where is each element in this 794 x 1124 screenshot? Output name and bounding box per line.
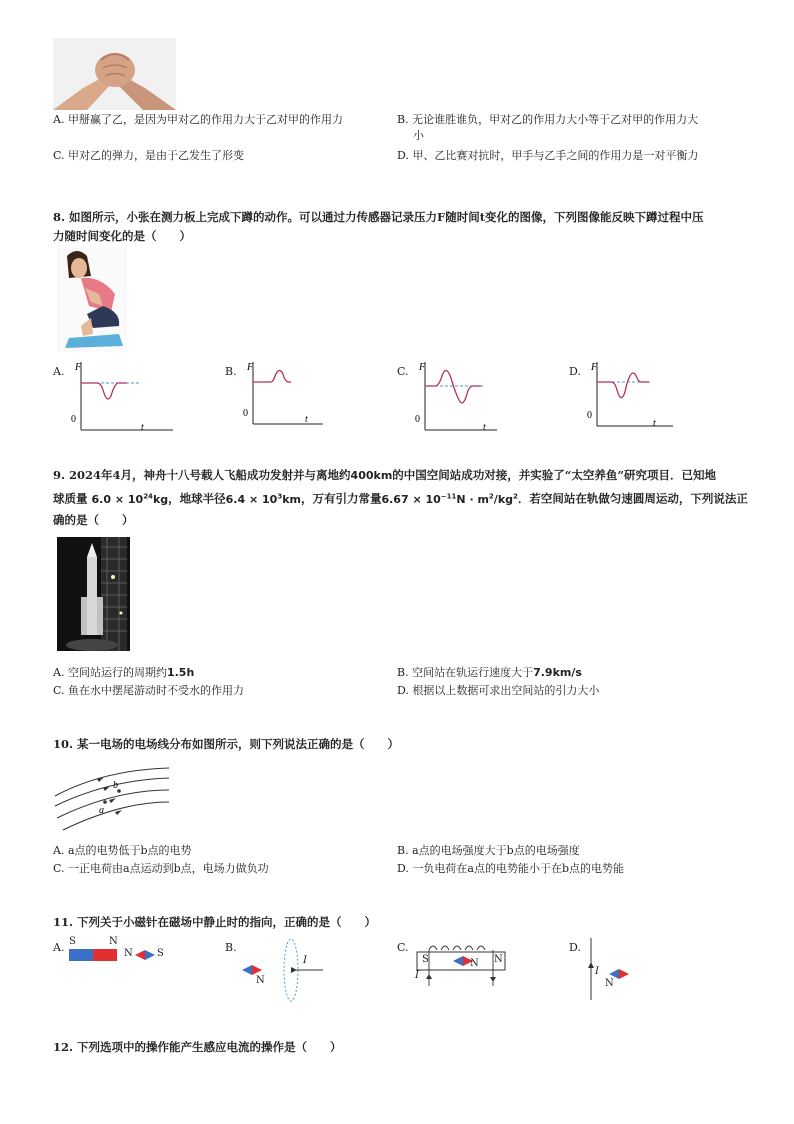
q8-graph-a[interactable] <box>53 358 173 438</box>
option-letter: A. <box>53 113 65 126</box>
q7-option-b[interactable] <box>397 112 742 144</box>
compass-needle <box>135 950 155 960</box>
option-text: 鱼在水中摆尾游动时不受水的作用力 <box>68 684 245 697</box>
option-text: 甲、乙比赛对抗时，甲手与乙手之间的作用力是一对平衡力 <box>412 149 699 162</box>
q11-option-a[interactable] <box>53 938 183 968</box>
question-text: 下列选项中的操作能产生感应电流的操作是（ ） <box>77 1040 342 1054</box>
altitude-value: 400km <box>350 469 393 482</box>
point-b-label: b <box>113 780 118 791</box>
question-text-cont: 的中国空间站成功对接，并实验了“太空养鱼”研究项目．已知地 <box>392 468 717 482</box>
option-letter: D. <box>569 365 581 378</box>
current-label: I <box>303 955 307 966</box>
option-letter: B. <box>397 844 409 857</box>
earth-radius-exp: 3 <box>277 492 283 500</box>
q9-stem <box>53 465 753 530</box>
electric-field-diagram <box>53 762 173 834</box>
q7-option-a[interactable] <box>53 112 343 128</box>
question-text: 2024年4月，神舟十八号载人飞船成功发射并与离地约 <box>69 468 351 482</box>
q8-graph-d[interactable] <box>569 358 689 438</box>
option-text: 甲掰赢了乙，是因为甲对乙的作用力大于乙对甲的作用力 <box>67 113 343 126</box>
option-letter: B. <box>225 941 237 954</box>
q8-graph-c[interactable] <box>397 358 517 438</box>
q10-option-c[interactable] <box>53 861 269 877</box>
squatting-person-image <box>57 248 127 352</box>
q11-option-c[interactable] <box>397 938 517 988</box>
current-label: I <box>415 970 419 981</box>
question-text: 某一电场的电场线分布如图所示，则下列说法正确的是（ ） <box>77 737 400 751</box>
option-text: a点的电势低于b点的电势 <box>67 844 192 857</box>
question-text-line3: 确的是（ ） <box>53 512 134 527</box>
option-text-continued: 小 <box>413 129 424 142</box>
option-letter: C. <box>397 365 409 378</box>
option-letter: D. <box>397 149 409 162</box>
q10-option-b[interactable] <box>397 843 580 859</box>
axis-f-label: F <box>75 362 82 373</box>
option-letter: B. <box>397 666 409 679</box>
option-letter: C. <box>53 862 65 875</box>
bar-magnet-n-pole <box>93 949 117 961</box>
grav-constant-exp: −11 <box>440 492 457 500</box>
current-label: I <box>595 966 599 977</box>
q9-option-a[interactable] <box>53 665 194 681</box>
option-text: 无论谁胜谁负，甲对乙的作用力大小等于乙对甲的作用力大 <box>412 113 699 126</box>
option-letter: B. <box>397 113 409 126</box>
q10-option-d[interactable] <box>397 861 624 877</box>
earth-radius: 6.4 × 10 <box>225 492 278 506</box>
option-text: 甲对乙的弹力，是由于乙发生了形变 <box>68 149 245 162</box>
origin-label: 0 <box>71 414 76 425</box>
point-a-label: a <box>99 805 104 816</box>
bar-magnet <box>69 949 117 961</box>
question-text-line2b: ，地球半径 <box>168 491 226 506</box>
q7-option-d[interactable] <box>397 148 698 164</box>
q10-stem <box>53 735 399 754</box>
origin-label: 0 <box>415 414 420 425</box>
axis-t-label: t <box>653 418 656 429</box>
option-text: 一负电荷在a点的电势能小于在b点的电势能 <box>412 862 625 875</box>
q9-option-d[interactable] <box>397 683 599 699</box>
needle-s-label: S <box>157 948 164 959</box>
axis-t-label: t <box>483 422 486 433</box>
q11-option-d[interactable] <box>569 938 649 1004</box>
earth-mass-exp: 24 <box>143 492 153 500</box>
axis-t-label: t <box>305 414 308 425</box>
question-number: 9. <box>53 468 66 482</box>
option-letter: D. <box>569 941 581 954</box>
option-letter: A. <box>53 365 65 378</box>
grav-unit: N · m <box>456 492 489 506</box>
option-letter: C. <box>53 684 65 697</box>
option-text: 空间站运行的周期约 <box>67 666 167 679</box>
option-letter: A. <box>53 844 65 857</box>
option-value: 1.5h <box>166 666 195 679</box>
option-text: 一正电荷由a点运动到b点，电场力做负功 <box>68 862 269 875</box>
magnet-n-label: N <box>109 936 118 947</box>
option-letter: D. <box>397 862 409 875</box>
question-text-line2: 球质量 <box>53 491 88 506</box>
needle-n-label: N <box>124 948 133 959</box>
needle-n-label: N <box>470 958 479 969</box>
bar-magnet-s-pole <box>69 949 93 961</box>
option-letter: C. <box>53 149 65 162</box>
axis-t-label: t <box>141 422 144 433</box>
solenoid-n-label: N <box>494 954 503 965</box>
option-letter: A. <box>53 666 65 679</box>
axis-f-label: F <box>591 362 598 373</box>
q8-graph-b[interactable] <box>225 358 345 438</box>
earth-mass-unit: kg <box>152 492 169 506</box>
earth-mass: 6.0 × 10 <box>91 492 144 506</box>
option-value: 7.9km/s <box>533 666 582 679</box>
q9-option-c[interactable] <box>53 683 244 699</box>
solenoid-s-label: S <box>422 954 429 965</box>
grav-unit-exp: 2 <box>488 492 494 500</box>
q9-option-b[interactable] <box>397 665 582 681</box>
needle-n-label: N <box>256 975 265 986</box>
origin-label: 0 <box>243 408 248 419</box>
arm-wrestling-image <box>53 38 176 110</box>
grav-constant: 6.67 × 10 <box>381 492 441 506</box>
axis-f-label: F <box>247 362 254 373</box>
needle-n-label: N <box>605 978 614 989</box>
q11-stem <box>53 913 376 932</box>
question-text-line2c: ，万有引力常量 <box>300 491 382 506</box>
question-number: 8. <box>53 210 66 224</box>
grav-unit2-exp: 2 <box>513 492 518 500</box>
option-letter: C. <box>397 941 409 954</box>
option-letter: B. <box>225 365 237 378</box>
question-number: 10. <box>53 737 74 751</box>
q8-stem <box>53 208 753 246</box>
question-text: 下列关于小磁针在磁场中静止时的指向，正确的是（ ） <box>77 915 377 929</box>
axis-f-label: F <box>419 362 426 373</box>
option-letter: D. <box>397 684 409 697</box>
option-text: 根据以上数据可求出空间站的引力大小 <box>412 684 600 697</box>
q12-stem <box>53 1038 342 1057</box>
q10-option-a[interactable] <box>53 843 192 859</box>
question-text: 如图所示，小张在测力板上完成下蹲的动作。可以通过力传感器记录压力F随时间t变化的图像，下列图像能反映下蹲过程中压 <box>69 210 704 224</box>
q7-option-c[interactable] <box>53 148 244 164</box>
option-text: a点的电场强度大于b点的电场强度 <box>412 844 580 857</box>
grav-unit2: /kg <box>493 492 514 506</box>
option-text: 空间站在轨运行速度大于 <box>412 666 534 679</box>
earth-radius-unit: km <box>282 492 301 506</box>
question-number: 11. <box>53 915 74 929</box>
question-number: 12. <box>53 1040 74 1054</box>
q11-option-b[interactable] <box>225 938 335 1004</box>
origin-label: 0 <box>587 410 592 421</box>
rocket-launch-image <box>57 537 130 651</box>
option-letter: A. <box>53 941 65 954</box>
question-text-line2: 力随时间变化的是（ ） <box>53 229 191 243</box>
question-text-line2d: ．若空间站在轨做匀速圆周运动，下列说法正 <box>517 491 748 506</box>
magnet-s-label: S <box>69 936 76 947</box>
